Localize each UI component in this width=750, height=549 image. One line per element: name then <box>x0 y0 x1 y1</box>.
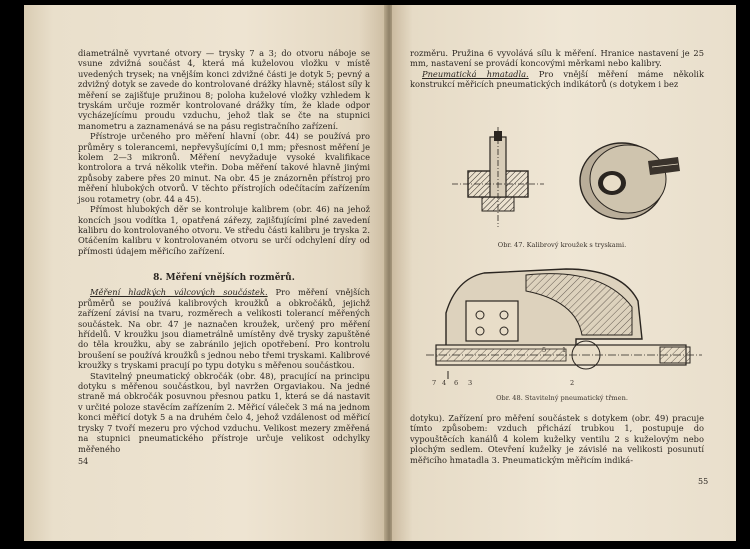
paragraph: Přístroje určeného pro měření hlavní (obr. 44) se používá pro průměry s tolerancemi, nepřevyšujícími 0,1 mm; přesnost měření je kolem 2—3 mikronů. Měření nevyžaduje vysoké kvalifikace kontrolora a trvá několik vteřin. Doba měření takové hlavně jinými způsoby zabere přes 20 minut. Na obr. 45 je znázorněn přístroj pro měření hlubokých otvorů. V těchto přístrojích odečítacím zařízením jsou rotametry (obr. 44 a 45). <box>78 131 370 204</box>
figure-label: 5 <box>542 346 547 354</box>
figure-label: 2 <box>570 379 575 387</box>
paragraph: Přímost hlubokých děr se kontroluje kalibrem (obr. 46) na jehož koncích jsou vodítka 1, opatřená zářezy, zajišťujícími plné zavedení kalibru do kontrolovaného otvoru. Ve středu části kalibru je tryska 2. Otáčením kalibru v kontrolovaném otvoru se určí odchylení díry od přímosti údajem měřicího zařízení. <box>78 204 370 256</box>
section-heading: 8. Měření vnějších rozměrů. <box>153 273 295 283</box>
paragraph: diametrálně vyvrtané otvory — trysky 7 a 3; do otvoru náboje se vsune zdvižná součást 4, která má kuželovou vložku v místě uvedených trysek; na vnějším konci zdvižné části je dotyk 5; pevný a zdvižný dotyk se zavede do kontrolované drážky hlavně; stálost síly k měření se zajišťuje pružinou 8; poloha kuželové vložky vzhledem k tryskám určuje rozměr kontrolované drážky tím, že klade odpor vycházejícímu proudu vzduchu, jehož tlak se čte na stupnici manometru a zaznamenává se na pásu registračního zařízení. <box>78 48 370 131</box>
left-text-bottom <box>78 267 370 454</box>
figure-48-caption: Obr. 48. Stavitelný pneumatický třmen. <box>496 394 628 402</box>
left-page <box>24 5 388 541</box>
figure-label: 7 <box>432 379 437 387</box>
paragraph-text: Pro měření vnějších průměrů se používá kalibrových kroužků a obkročáků, jejichž zařízení závisí na tvaru, rozměrech a velikosti tolerancí měřených součástek. Na obr. 47 je naznačen kroužek, určený pro měření hřídelů. V kroužku jsou diametrálně umístěny dvě trysky zapuštěné do těla kroužku, aby se zabránilo jejich opotřebení. Pro kontrolu broušení se používá kroužků s jednou nebo třemi tryskami. Kalibrové kroužky s tryskami pracují po typu dotyku s měřenou součástkou. <box>78 287 370 371</box>
paragraph <box>78 287 370 370</box>
right-page <box>392 5 736 541</box>
paragraph <box>410 69 704 90</box>
figure-label: 3 <box>468 379 473 387</box>
page-number: 55 <box>698 477 709 486</box>
figure-label: 4 <box>442 379 447 387</box>
figure-48-drawing <box>426 261 702 389</box>
right-text-bottom <box>410 413 704 465</box>
paragraph: rozměru. Pružina 6 vyvolává sílu k měření. Hranice nastavení je 25 mm, nastavení se provádí koncovými měrkami nebo kalibry. <box>410 48 704 69</box>
paragraph-text: Pro vnější měření máme několik konstrukcí měřicích pneumatických indikátorů (s dotykem i bez <box>410 68 704 90</box>
paragraph: dotyku). Zařízení pro měření součástek s dotykem (obr. 49) pracuje tímto způsobem: vzduch přichází trubkou 1, postupuje do vypouštěcích kanálů 4 kolem kuželky ventilu 2 s kuželovým nebo plochým sedlem. Otevření kuželky je závislé na velikosti posunutí měřicího hmatadla 3. Pneumatickým měřicím indiká- <box>410 413 704 465</box>
figure-label: 6 <box>454 379 459 387</box>
figure-label: 1 <box>562 346 567 354</box>
figure-47-caption: Obr. 47. Kalibrový kroužek s tryskami. <box>497 241 627 249</box>
page-number: 54 <box>78 457 89 466</box>
right-text-top <box>410 48 704 90</box>
paragraph: Stavitelný pneumatický obkročák (obr. 48), pracující na principu dotyku s měřenou součástkou, byl navržen Orgaviakou. Na jedné straně má obkročák posuvnou přesnou patku 1, která se dá nastavit v určité poloze stavěcím zařízením 2. Měřicí váleček 3 má na jednom konci měřicí dotyk 5 a na druhém čelo 4, jehož vzdálenost od měřicí trysky 7 tvoří mezeru pro východ vzduchu. Velikost mezery změřená na stupnici pneumatického přístroje určuje velikost odchylky měřeného <box>78 370 370 454</box>
subsection-title: Pneumatická hmatadla. <box>422 68 529 79</box>
left-text-top <box>78 48 370 256</box>
subsection-title: Měření hladkých válcových součástek. <box>90 287 268 298</box>
figure-47-drawing <box>452 127 682 237</box>
